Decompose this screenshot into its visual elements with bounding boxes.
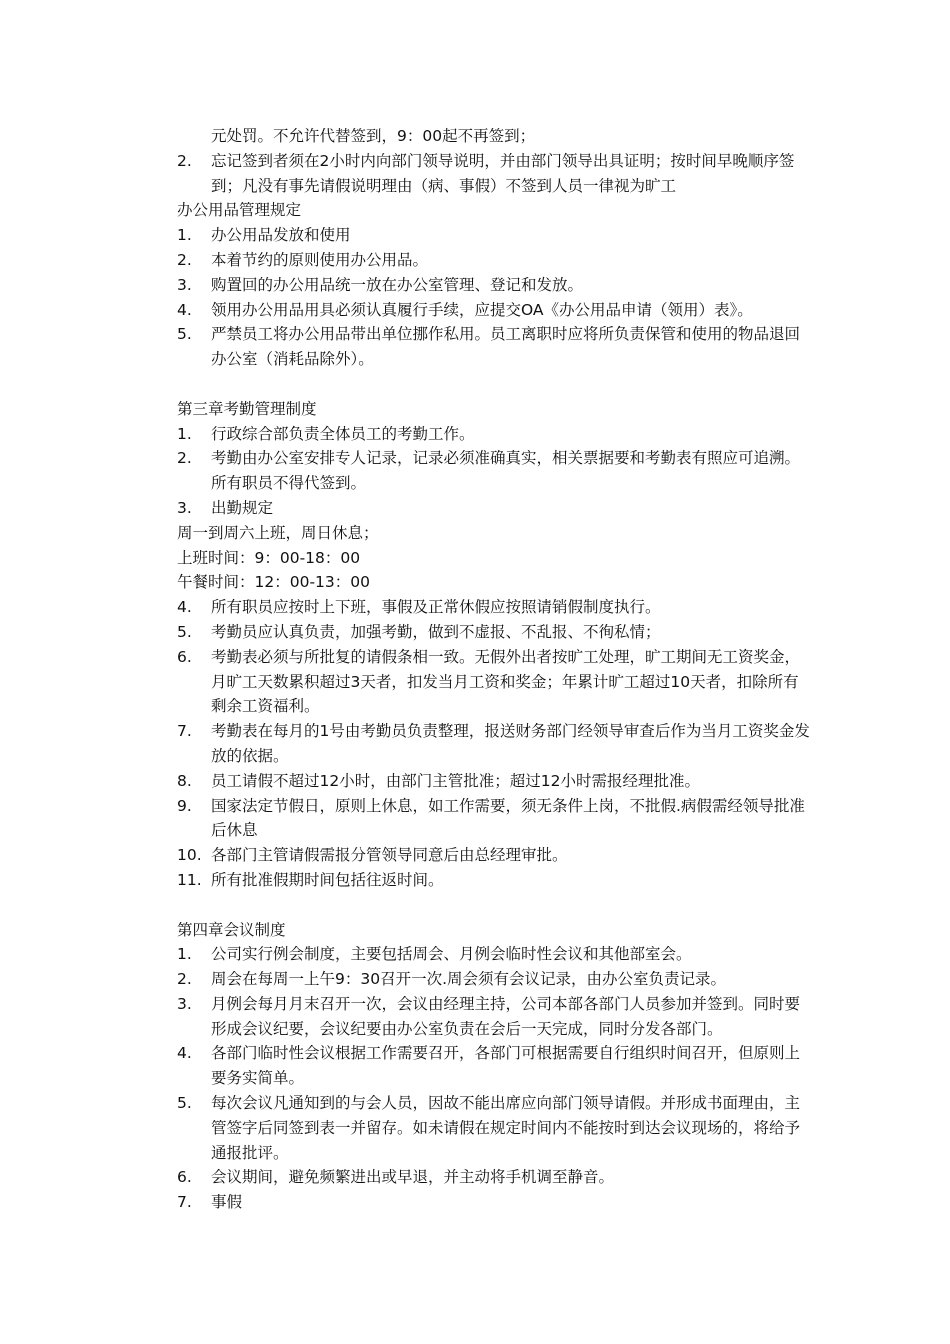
list-item-number: 4. — [177, 1044, 192, 1063]
paragraph-gap — [177, 372, 813, 397]
list-item-text: 考勤由办公室安排专人记录，记录必须准确真实，相关票据要和考勤表有照应可追溯。所有职员不得代签到。 — [211, 449, 801, 493]
list-item-text: 各部门主管请假需报分管领导同意后由总经理审批。 — [211, 846, 568, 865]
list-item-text: 月例会每月月末召开一次，会议由经理主持，公司本部各部门人员参加并签到。同时要形成会议纪要，会议纪要由办公室负责在会后一天完成，同时分发各部门。 — [211, 994, 801, 1038]
list-item-text: 员工请假不超过12小时，由部门主管批准；超过12小时需报经理批准。 — [211, 771, 700, 790]
list-item-text: 会议期间，避免频繁进出或早退，并主动将手机调至静音。 — [211, 1168, 615, 1187]
list-item-number: 1. — [177, 226, 192, 245]
list-item-text: 办公用品发放和使用 — [211, 226, 351, 245]
text-line: 第三章考勤管理制度 — [177, 399, 317, 418]
list-item — [177, 149, 813, 199]
list-item — [177, 248, 813, 273]
paragraph-gap — [177, 893, 813, 918]
document-body — [177, 124, 813, 1215]
list-item-number: 4. — [177, 300, 192, 319]
text-line: 上班时间：9：00-18：00 — [177, 548, 361, 567]
list-item-text: 出勤规定 — [211, 498, 274, 517]
list-item-number: 2. — [177, 151, 192, 170]
list-item — [177, 1165, 813, 1190]
list-item — [177, 1091, 813, 1165]
list-item — [177, 422, 813, 447]
list-item — [177, 868, 813, 893]
list-item-text: 各部门临时性会议根据工作需要召开，各部门可根据需要自行组织时间召开，但原则上要务实简单。 — [211, 1044, 801, 1088]
list-item — [177, 942, 813, 967]
list-item — [177, 967, 813, 992]
list-item-text: 周会在每周一上午9：30召开一次.周会须有会议记录，由办公室负责记录。 — [211, 970, 727, 989]
list-item-text: 严禁员工将办公用品带出单位挪作私用。员工离职时应将所负责保管和使用的物品退回办公室（消耗品除外）。 — [211, 325, 801, 369]
list-item-number: 3. — [177, 994, 192, 1013]
list-item-text: 考勤表必须与所批复的请假条相一致。无假外出者按旷工处理，旷工期间无工资奖金，月旷工天数累积超过3天者，扣发当月工资和奖金；年累计旷工超过10天者，扣除所有剩余工资福利。 — [211, 647, 801, 716]
text-line: 午餐时间：12：00-13：00 — [177, 573, 370, 592]
list-item-number: 5. — [177, 622, 192, 641]
list-item — [177, 645, 813, 719]
list-item-number: 10. — [177, 846, 202, 865]
list-item — [177, 1041, 813, 1091]
list-item-text: 所有职员应按时上下班，事假及正常休假应按照请销假制度执行。 — [211, 598, 661, 617]
list-item-text: 事假 — [211, 1193, 243, 1212]
list-item-text: 行政综合部负责全体员工的考勤工作。 — [211, 424, 475, 443]
list-item-text: 考勤员应认真负责，加强考勤，做到不虚报、不乱报、不徇私情； — [211, 622, 661, 641]
list-item-number: 6. — [177, 647, 192, 666]
list-item — [177, 298, 813, 323]
list-item-text: 忘记签到者须在2小时内向部门领导说明，并由部门领导出具证明；按时间早晚顺序签到；凡没有事先请假说明理由（病、事假）不签到人员一律视为旷工 — [211, 151, 795, 195]
list-item — [177, 273, 813, 298]
list-item-number: 4. — [177, 598, 192, 617]
list-item — [177, 620, 813, 645]
list-item-number: 3. — [177, 275, 192, 294]
list-item-text: 本着节约的原则使用办公用品。 — [211, 250, 429, 269]
list-item-number: 2. — [177, 250, 192, 269]
list-item — [177, 595, 813, 620]
list-item-number: 9. — [177, 796, 192, 815]
list-item-text: 国家法定节假日，原则上休息，如工作需要，须无条件上岗，不批假.病假需经领导批准后休息 — [211, 796, 805, 840]
list-item-number: 1. — [177, 424, 192, 443]
continued-text: 元处罚。不允许代替签到，9：00起不再签到； — [211, 127, 536, 145]
list-item-text: 购置回的办公用品统一放在办公室管理、登记和发放。 — [211, 275, 584, 294]
list-item — [177, 446, 813, 496]
list-item-number: 6. — [177, 1168, 192, 1187]
list-item-text: 领用办公用品用具必须认真履行手续，应提交OA《办公用品申请（领用）表》。 — [211, 300, 753, 319]
list-item-number: 2. — [177, 970, 192, 989]
list-item-number: 7. — [177, 722, 192, 741]
list-item-text: 每次会议凡通知到的与会人员，因故不能出席应向部门领导请假。并形成书面理由，主管签字后同签到表一并留存。如未请假在规定时间内不能按时到达会议现场的，将给予通报批评。 — [211, 1094, 801, 1162]
list-item-number: 5. — [177, 325, 192, 344]
list-item — [177, 992, 813, 1042]
list-item-number: 11. — [177, 870, 202, 889]
list-item-text: 公司实行例会制度，主要包括周会、月例会临时性会议和其他部室会。 — [211, 945, 692, 964]
list-item — [177, 223, 813, 248]
list-item-text: 考勤表在每月的1号由考勤员负责整理，报送财务部门经领导审查后作为当月工资奖金发放的依据。 — [211, 722, 810, 765]
list-item-number: 2. — [177, 449, 192, 468]
list-item-number: 1. — [177, 945, 192, 964]
list-item — [177, 719, 813, 769]
text-line: 第四章会议制度 — [177, 920, 286, 939]
list-item — [177, 496, 813, 521]
text-line: 办公用品管理规定 — [177, 201, 302, 220]
list-item-text: 所有批准假期时间包括往返时间。 — [211, 870, 444, 889]
list-item-number: 8. — [177, 771, 192, 790]
list-item — [177, 1190, 813, 1215]
text-line: 周一到周六上班，周日休息； — [177, 523, 379, 542]
list-item-number: 3. — [177, 498, 192, 517]
list-item-number: 5. — [177, 1094, 192, 1113]
list-item — [177, 843, 813, 868]
list-item — [177, 322, 813, 372]
list-item — [177, 794, 813, 844]
list-item — [177, 769, 813, 794]
list-item-number: 7. — [177, 1193, 192, 1212]
